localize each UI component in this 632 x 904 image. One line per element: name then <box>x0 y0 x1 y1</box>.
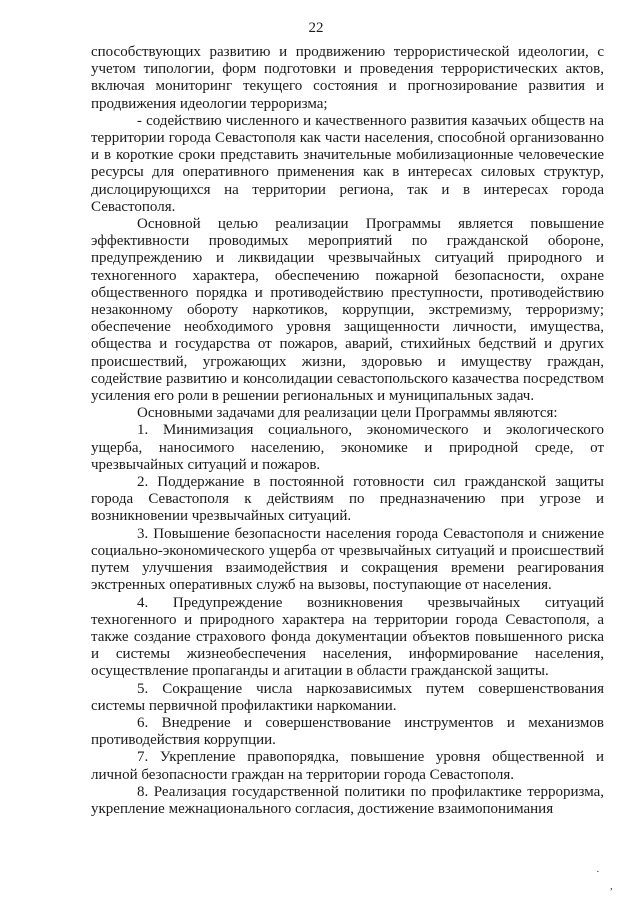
task-item-7: 7. Укрепление правопорядка, повышение уровня общественной и личной безопасности граждан на территории города Севастополя. <box>91 749 604 783</box>
paragraph-main-goal: Основной целью реализации Программы является повышение эффективности проводимых мероприятий по гражданской обороне, предупреждению и ликвидации чрезвычайных ситуаций природного и техногенного характера, обеспечению пожарной безопасности, охране общественного порядка и противодействию преступности, противодействию незаконному обороту наркотиков, коррупции, экстремизму, терроризму; обеспечение необходимого уровня защищенности личности, имущества, общества и государства от пожаров, аварий, стихийных бедствий и других происшествий, угрожающих жизни, здоровью и имуществу граждан, содействие развитию и консолидации севастопольского казачества посредством усиления его роли в решении региональных и муниципальных задач. <box>91 216 604 405</box>
body-text <box>91 44 604 818</box>
task-item-5: 5. Сокращение числа наркозависимых путем совершенствования системы первичной профилактики наркомании. <box>91 680 604 714</box>
paragraph-continuation: способствующих развитию и продвижению террористической идеологии, с учетом типологии, форм подготовки и проведения террористических актов, включая мониторинг текущего состояния и прогнозирование развития и продвижения идеологии терроризма; <box>91 44 604 112</box>
scan-mark: , <box>610 880 613 892</box>
task-item-6: 6. Внедрение и совершенствование инструментов и механизмов противодействия коррупции. <box>91 714 604 749</box>
task-item-2: 2. Поддержание в постоянной готовности сил гражданской защиты города Севастополя к действиям по предназначению при угрозе и возникновении чрезвычайных ситуаций. <box>91 474 604 525</box>
task-item-3: 3. Повышение безопасности населения города Севастополя и снижение социально-экономического ущерба от чрезвычайных ситуаций и происшествий путем улучшения взаимодействия и сокращения времени реагирования экстренных оперативных служб на вызовы, поступающие от населения. <box>91 525 604 594</box>
task-item-8: 8. Реализация государственной политики по профилактике терроризма, укрепление межнационального согласия, достижение взаимопонимания <box>91 783 604 817</box>
paragraph-tasks-intro: Основными задачами для реализации цели Программы являются: <box>137 405 558 422</box>
page-number: 22 <box>308 20 324 36</box>
paragraph-cossack-societies: - содействию численного и качественного развития казачьих обществ на территории города Севастополя как части населения, способной организованно и в короткие сроки представить значительные мобилизационные человеческие ресурсы для оперативного применения как в интересах силовых структур, дислоцирующихся на территории региона, так и в интересах города Севастополя. <box>91 112 604 215</box>
scan-mark: · <box>596 866 600 878</box>
task-item-4: 4. Предупреждение возникновения чрезвычайных ситуаций техногенного и природного характера на территории города Севастополя, а также создание страхового фонда документации объектов повышенного риска и системы жизнеобеспечения населения, информирование населения, осуществление пропаганды и агитации в области гражданской защиты. <box>91 594 604 680</box>
task-item-1: 1. Минимизация социального, экономического и экологического ущерба, наносимого населению, экономике и природной среде, от чрезвычайных ситуаций и пожаров. <box>91 422 604 473</box>
